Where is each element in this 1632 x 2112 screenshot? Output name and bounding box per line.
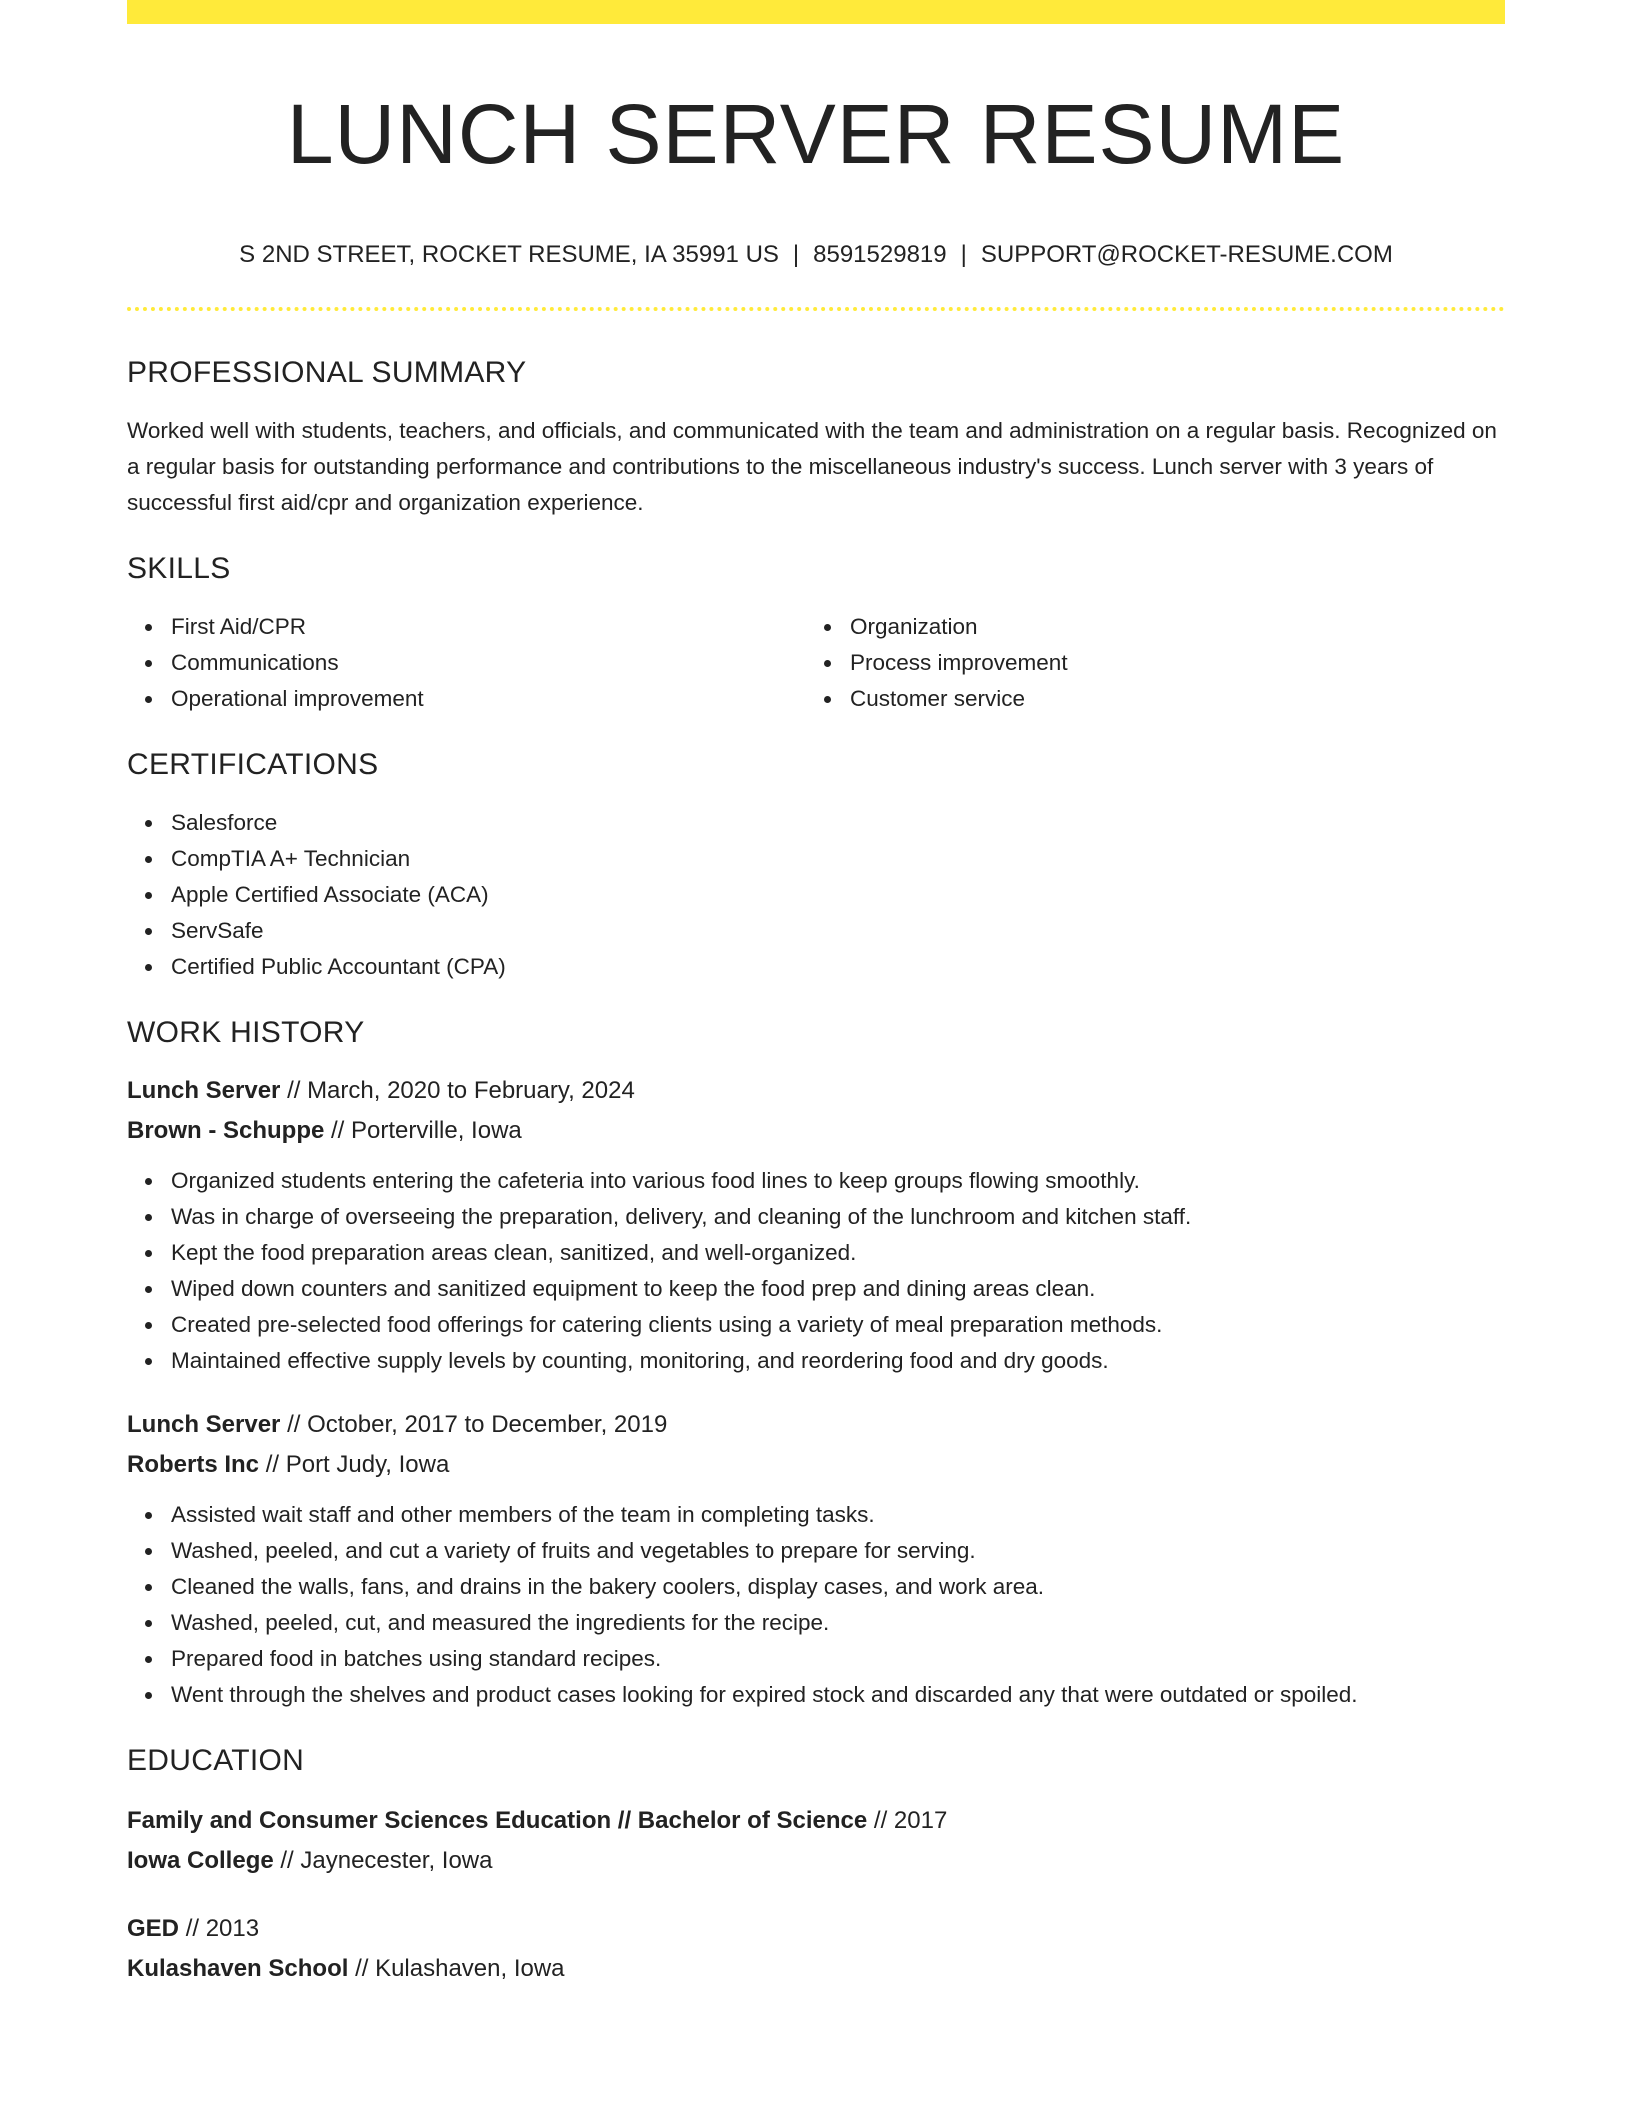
job-duty: Prepared food in batches using standard recipes. [171, 1641, 1505, 1677]
job-duty: Went through the shelves and product cases looking for expired stock and discarded any that were outdated or spoiled. [171, 1677, 1505, 1713]
skill-item: Operational improvement [171, 681, 806, 717]
education-degree: GED [127, 1915, 180, 1942]
section-heading: CERTIFICATIONS [127, 748, 379, 781]
skill-item: Customer service [850, 681, 1485, 717]
certifications-section [127, 747, 1505, 985]
skills-list-left [127, 609, 806, 717]
education-year: // 2013 [185, 1915, 260, 1942]
job-title-line [127, 1405, 1505, 1445]
resume-page [127, 0, 1505, 1989]
job-duties-list [127, 1163, 1505, 1379]
education-location: // Jaynecester, Iowa [280, 1847, 493, 1874]
education-year: // 2017 [873, 1807, 948, 1834]
certification-item: CompTIA A+ Technician [171, 841, 1505, 877]
contact-separator: | [792, 241, 800, 268]
accent-top-bar [127, 0, 1505, 24]
job-duty: Assisted wait staff and other members of the team in completing tasks. [171, 1497, 1505, 1533]
skills-section [127, 551, 1505, 717]
education-location: // Kulashaven, Iowa [355, 1955, 565, 1982]
address-text: S 2ND STREET, ROCKET RESUME, IA 35991 US [239, 241, 779, 268]
job-role: Lunch Server [127, 1077, 281, 1104]
job-dates: // March, 2020 to February, 2024 [287, 1077, 635, 1104]
job-company-line [127, 1445, 1505, 1485]
section-heading: PROFESSIONAL SUMMARY [127, 356, 527, 389]
email-text: SUPPORT@ROCKET-RESUME.COM [980, 241, 1393, 268]
phone-text: 8591529819 [813, 241, 947, 268]
job-company-line [127, 1111, 1505, 1151]
summary-section [127, 355, 1505, 521]
education-school-line [127, 1841, 1505, 1881]
job-duty: Was in charge of overseeing the preparation, delivery, and cleaning of the lunchroom and kitchen staff. [171, 1199, 1505, 1235]
resume-title: LUNCH SERVER RESUME [286, 87, 1346, 181]
skill-item: Communications [171, 645, 806, 681]
skill-item: Organization [850, 609, 1485, 645]
job-duty: Cleaned the walls, fans, and drains in the bakery coolers, display cases, and work area. [171, 1569, 1505, 1605]
section-heading: SKILLS [127, 552, 231, 585]
education-degree-line [127, 1801, 1505, 1841]
education-degree: Family and Consumer Sciences Education // Bachelor of Science [127, 1807, 868, 1834]
job-duty: Washed, peeled, cut, and measured the ingredients for the recipe. [171, 1605, 1505, 1641]
dotted-divider [127, 307, 1505, 311]
education-degree-line [127, 1909, 1505, 1949]
job-duty: Created pre-selected food offerings for catering clients using a variety of meal preparation methods. [171, 1307, 1505, 1343]
certification-item: Apple Certified Associate (ACA) [171, 877, 1505, 913]
job-title-line [127, 1071, 1505, 1111]
job-duty: Wiped down counters and sanitized equipment to keep the food prep and dining areas clean. [171, 1271, 1505, 1307]
education-school-line [127, 1949, 1505, 1989]
certifications-list [127, 805, 1505, 985]
job-role: Lunch Server [127, 1411, 281, 1438]
certification-item: Salesforce [171, 805, 1505, 841]
summary-paragraph: Worked well with students, teachers, and officials, and communicated with the team and administration on a regular basis. Recognized on a regular basis for outstanding performance and contributions to the miscellaneous industry's success. Lunch server with 3 years of successful first aid/cpr and organization experience. [127, 418, 1497, 515]
work-history-section [127, 1015, 1505, 1713]
job-duty: Maintained effective supply levels by counting, monitoring, and reordering food and dry goods. [171, 1343, 1505, 1379]
certification-item: Certified Public Accountant (CPA) [171, 949, 1505, 985]
job-dates: // October, 2017 to December, 2019 [287, 1411, 668, 1438]
education-school: Kulashaven School [127, 1955, 349, 1982]
job-company: Brown - Schuppe [127, 1117, 325, 1144]
section-heading: WORK HISTORY [127, 1016, 365, 1049]
skill-item: Process improvement [850, 645, 1485, 681]
skill-item: First Aid/CPR [171, 609, 806, 645]
job-duty: Organized students entering the cafeteria into various food lines to keep groups flowing smoothly. [171, 1163, 1505, 1199]
skills-grid [127, 609, 1505, 717]
education-section [127, 1743, 1505, 1989]
job-company: Roberts Inc [127, 1451, 260, 1478]
education-school: Iowa College [127, 1847, 274, 1874]
contact-separator: | [960, 241, 967, 268]
job-duty: Kept the food preparation areas clean, sanitized, and well-organized. [171, 1235, 1505, 1271]
skills-list-right [806, 609, 1485, 717]
job-location: // Porterville, Iowa [331, 1117, 522, 1144]
section-heading: EDUCATION [127, 1744, 305, 1777]
certification-item: ServSafe [171, 913, 1505, 949]
job-duty: Washed, peeled, and cut a variety of fruits and vegetables to prepare for serving. [171, 1533, 1505, 1569]
job-duties-list [127, 1497, 1505, 1713]
job-location: // Port Judy, Iowa [265, 1451, 450, 1478]
contact-line [127, 240, 1505, 270]
